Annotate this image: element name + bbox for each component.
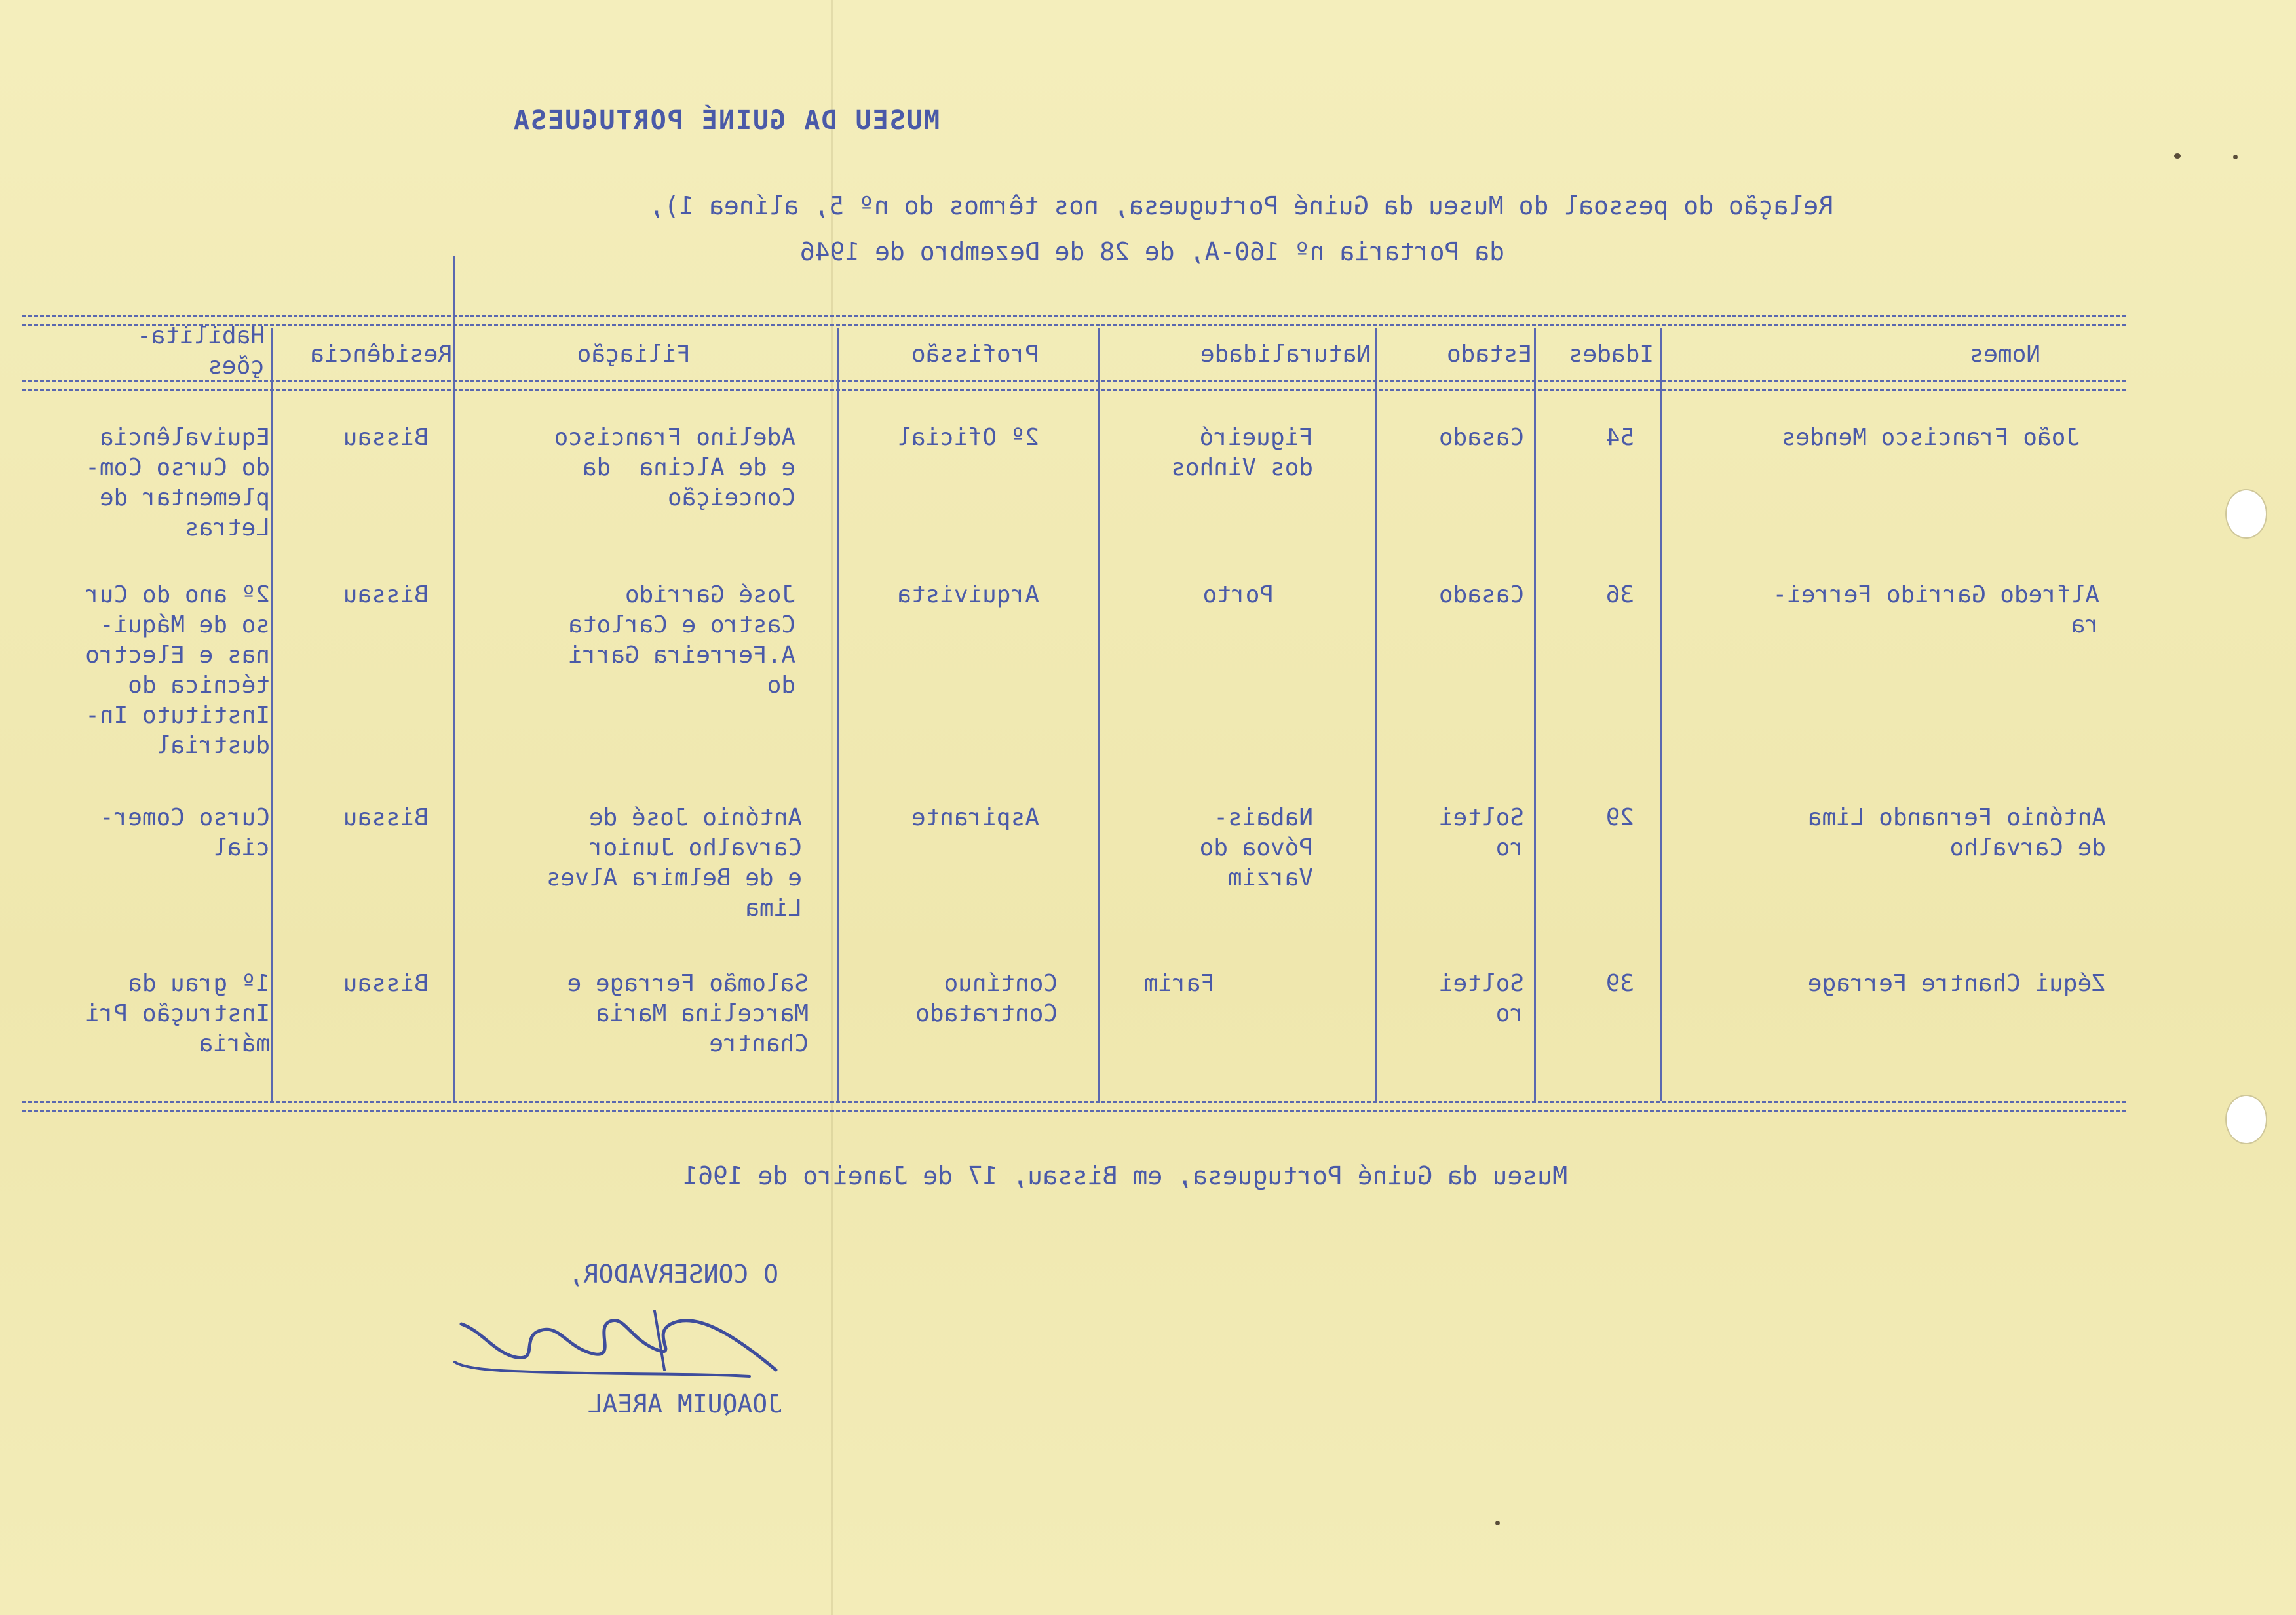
- table-row-4-idade: 39: [1605, 970, 1634, 997]
- table-row-4-naturalidade: Farim: [1143, 970, 1215, 997]
- table-rule-header: [22, 380, 2126, 382]
- header-residencia: Residência: [310, 341, 452, 368]
- table-row-1-filiacao: Adelino Francisco e de Alcina da Conceição: [554, 424, 795, 511]
- col-divider: [1375, 328, 1377, 1101]
- table-rule-bottom: [22, 1110, 2126, 1112]
- table-row-2-residencia: Bissau: [343, 581, 429, 608]
- header-habilitacoes: Habilita- ções: [136, 322, 265, 379]
- signatory-title: O CONSERVADOR,: [568, 1260, 778, 1289]
- table-row-1-profissao: 2º Oficial: [897, 424, 1039, 451]
- table-row-2-filiacao: José Garrido Castro e Carlota A.Ferreira Garri do: [568, 581, 795, 699]
- table-rule-header: [22, 389, 2126, 391]
- signature-scribble: [448, 1298, 789, 1390]
- table-row-1-habilitacoes: Equivalência do Curso Com- plementar de Letras: [85, 424, 270, 541]
- header-naturalidade: Naturalidade: [1200, 341, 1371, 368]
- table-row-4-estado: Soltei ro: [1438, 970, 1524, 1027]
- closing-line: Museu da Guiné Portuguesa, em Bissau, 17 de Janeiro de 1961: [683, 1161, 1567, 1190]
- table-row-3-nome: António Fernando Lima de Carvalho: [1807, 804, 2106, 861]
- table-row-2-nome: Alfredo Garrido Ferrei- ra: [1772, 581, 2099, 638]
- table-row-4-habilitacoes: 1º grau da Instrução Pri mária: [85, 970, 270, 1057]
- intro-line-2: da Portaria nº 160-A, de 28 de Dezembro de 1946: [799, 237, 1504, 266]
- table-row-4-filiacao: Salomão Ferrage e Marcelina Maria Chantre: [567, 970, 809, 1057]
- table-row-2-habilitacoes: 2º ano do Cur so de Máqui- nas e Electro técnica do Instituto In- dustrial: [85, 581, 270, 759]
- table-row-3-profissao: Aspirante: [911, 804, 1039, 831]
- table-row-3-naturalidade: Nabais- Póvoa do Varzim: [1199, 804, 1313, 891]
- table-row-3-estado: Soltei ro: [1438, 804, 1524, 861]
- intro-line-1: Relação do pessoal do Museu da Guiné Portuguesa, nos têrmos do nº 5, alínea 1),: [649, 191, 1833, 220]
- table-row-3-residencia: Bissau: [343, 804, 429, 831]
- header-filiacao: Filiação: [577, 341, 691, 368]
- table-row-1-nome: João Francisco Mendes: [1781, 424, 2080, 451]
- col-divider: [453, 256, 455, 1101]
- col-divider: [1098, 328, 1100, 1101]
- col-divider: [837, 328, 839, 1101]
- table-row-2-idade: 36: [1605, 581, 1634, 608]
- header-idades: Idades: [1568, 341, 1654, 368]
- table-row-2-estado: Casado: [1438, 581, 1524, 608]
- col-divider: [1660, 328, 1662, 1101]
- table-rule-bottom: [22, 1101, 2126, 1103]
- table-row-1-estado: Casado: [1438, 424, 1524, 451]
- table-row-3-idade: 29: [1605, 804, 1634, 831]
- header-profissao: Profissão: [911, 341, 1039, 368]
- table-row-3-habilitacoes: Curso Comer- cial: [99, 804, 270, 861]
- table-rule-top: [22, 324, 2126, 326]
- table-row-1-idade: 54: [1605, 424, 1634, 451]
- col-divider: [271, 328, 273, 1101]
- table-row-1-naturalidade: Figueiró dos Vinhos: [1171, 424, 1313, 481]
- col-divider: [1534, 328, 1536, 1101]
- header-nomes: Nomes: [1969, 341, 2040, 368]
- table-row-4-nome: Zéqui Chantre Ferrage: [1807, 970, 2106, 997]
- table-row-1-residencia: Bissau: [343, 424, 429, 451]
- table-row-4-profissao: Contínuo Contratado: [915, 970, 1058, 1027]
- table-row-2-profissao: Arquivista: [897, 581, 1039, 608]
- table-row-2-naturalidade: Porto: [1202, 581, 1274, 608]
- document-header: MUSEU DA GUINÉ PORTUGUESA: [512, 106, 940, 136]
- signatory-name: JOAQUIM AREAL: [587, 1390, 782, 1418]
- table-rule-top: [22, 315, 2126, 317]
- table-row-3-filiacao: António José de Carvalho Junior e de Belmira Alves Lima: [546, 804, 802, 922]
- table-row-4-residencia: Bissau: [343, 970, 429, 997]
- header-estado: Estado: [1446, 341, 1532, 368]
